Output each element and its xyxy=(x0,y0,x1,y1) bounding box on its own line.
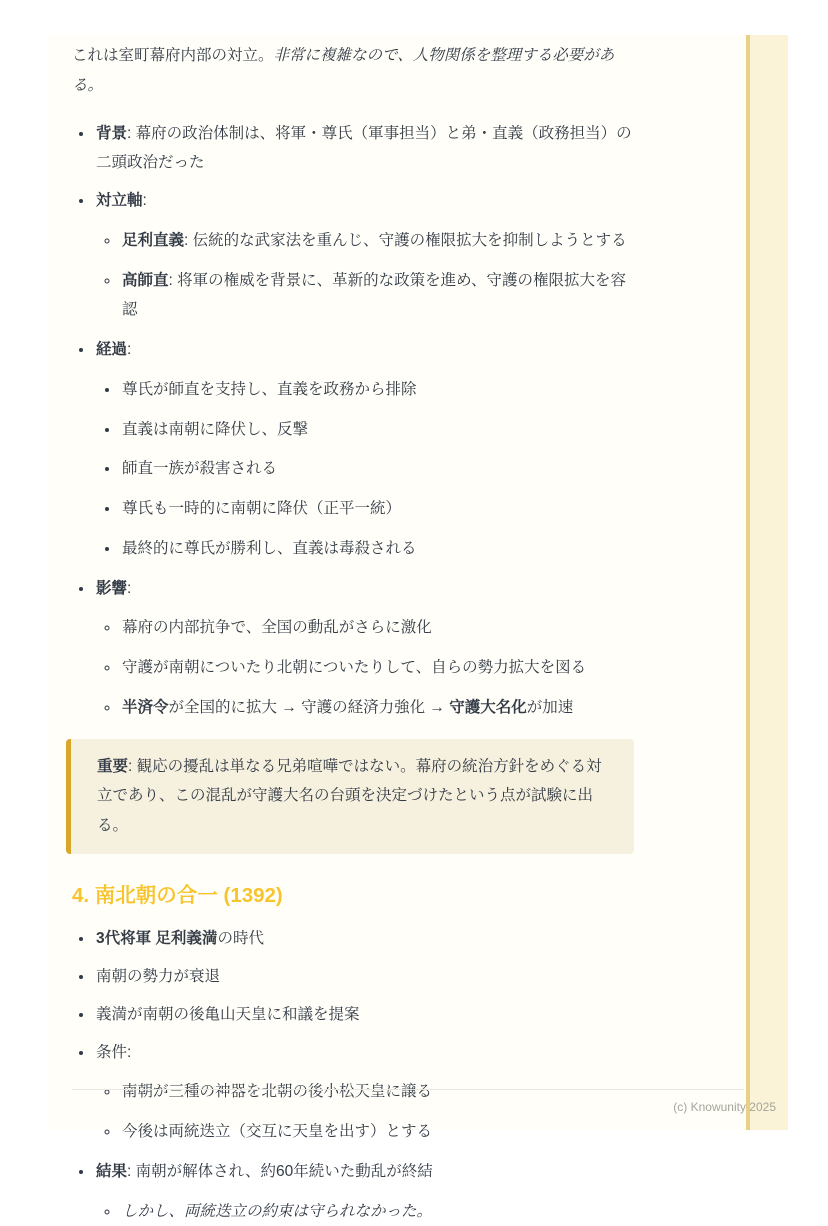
list-item: ◦ 半済令が全国的に拡大 → 守護の経済力強化 → 守護大名化が加速 xyxy=(120,693,634,723)
list-item: • 影響: ◦ 幕府の内部抗争で、全国の動乱がさらに激化 ◦ 守護が南朝についたり北朝についたりして、自らの勢力拡大を図る ◦ 半済令が全国的に拡大 → 守護の経済力強化 → 守護大名化が加速 xyxy=(94,574,634,723)
list-item: • 結果: 南朝が解体され、約60年続いた動乱が終結 ◦ しかし、両統迭立の約束は守られなかった。 xyxy=(94,1157,634,1226)
intro-paragraph: これは室町幕府内部の対立。非常に複雑なので、人物関係を整理する必要がある。 xyxy=(72,47,615,94)
list-item: ◦ 高師直: 将軍の権威を背景に、革新的な政策を進め、守護の権限拡大を容認 xyxy=(120,266,634,326)
sub-list xyxy=(96,1197,634,1226)
list-item: ◦ 今後は両統迭立（交互に天皇を出す）とする xyxy=(120,1117,634,1147)
unification-list xyxy=(66,924,634,1226)
list-item: • 3代将軍 足利義満の時代 xyxy=(94,924,634,954)
list-item: • 条件: ◦ 南朝が三種の神器を北朝の後小松天皇に譲る ◦ 今後は両統迭立（交互に天皇を出す）とする xyxy=(94,1038,634,1147)
sub-list xyxy=(96,226,634,325)
callout-text: 重要: 観応の擾乱は単なる兄弟喧嘩ではない。幕府の統治方針をめぐる対立であり、この混乱が守護大名の台頭を決定づけたという点が試験に出る。 xyxy=(97,757,602,834)
list-item: • 南朝の勢力が衰退 xyxy=(94,962,634,992)
sub-list xyxy=(96,375,634,564)
important-callout xyxy=(66,739,634,854)
list-item: ◦ 足利直義: 伝統的な武家法を重んじ、守護の権限拡大を抑制しようとする xyxy=(120,226,634,256)
document-content xyxy=(66,41,634,1220)
list-item: ◦ 南朝が三種の神器を北朝の後小松天皇に譲る xyxy=(120,1077,634,1107)
list-item: • 対立軸: ◦ 足利直義: 伝統的な武家法を重んじ、守護の権限拡大を抑制しようとする ◦ 高師直: 将軍の権威を背景に、革新的な政策を進め、守護の権限拡大を容認 xyxy=(94,186,634,325)
section-4-heading: 4. 南北朝の合一 (1392) xyxy=(72,883,283,907)
kanno-disturbance-list xyxy=(66,119,634,723)
list-item: • 直義は南朝に降伏し、反撃 xyxy=(120,415,634,445)
list-item: ◦ 守護が南朝についたり北朝についたりして、自らの勢力拡大を図る xyxy=(120,653,634,683)
list-item: • 背景: 幕府の政治体制は、将軍・尊氏（軍事担当）と弟・直義（政務担当）の二頭政治だった xyxy=(94,119,634,179)
page-edge-strip xyxy=(746,35,788,1130)
list-item: • 師直一族が殺害される xyxy=(120,454,634,484)
sub-list xyxy=(96,613,634,722)
list-item: • 尊氏も一時的に南朝に降伏（正平一統） xyxy=(120,494,634,524)
list-item: ◦ 幕府の内部抗争で、全国の動乱がさらに激化 xyxy=(120,613,634,643)
list-item: • 義満が南朝の後亀山天皇に和議を提案 xyxy=(94,1000,634,1030)
footer-area xyxy=(48,1089,788,1130)
list-item: • 尊氏が師直を支持し、直義を政務から排除 xyxy=(120,375,634,405)
list-item: • 経過: • 尊氏が師直を支持し、直義を政務から排除 • 直義は南朝に降伏し、反撃 • 師直一族が殺害される • 尊氏も一時的に南朝に降伏（正平一統） • 最終的に尊氏が勝利し、直義は毒殺される xyxy=(94,335,634,564)
document-card xyxy=(48,35,788,1220)
footer-text: (c) Knowunity 2025 xyxy=(673,1100,776,1115)
page-footer xyxy=(48,1090,788,1130)
list-item: • 最終的に尊氏が勝利し、直義は毒殺される xyxy=(120,534,634,564)
list-item: ◦ しかし、両統迭立の約束は守られなかった。 xyxy=(120,1197,634,1226)
